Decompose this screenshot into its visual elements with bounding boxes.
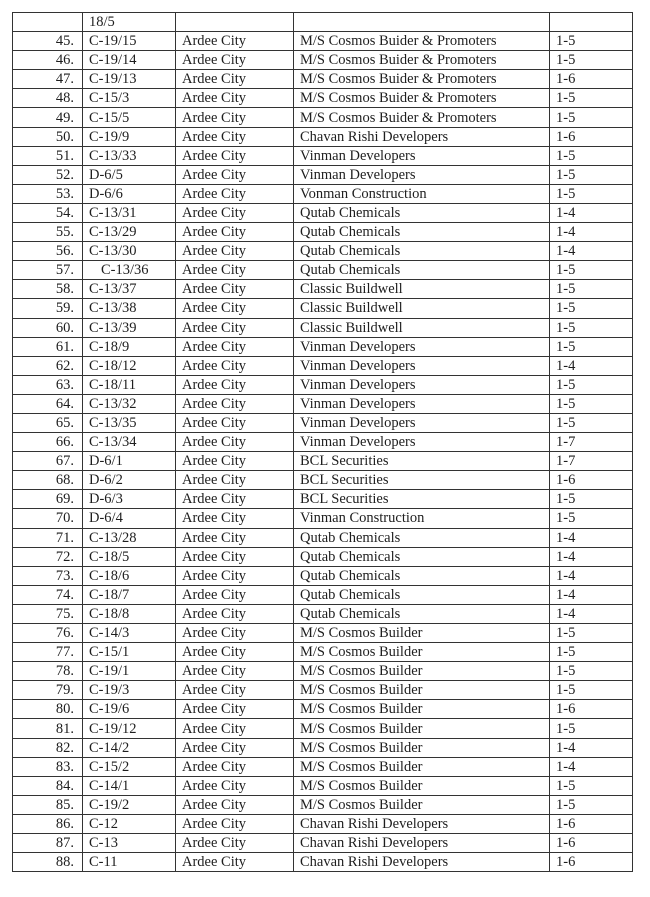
plot-cell: 18/5 <box>83 13 176 32</box>
developer-cell: Chavan Rishi Developers <box>294 834 550 853</box>
serial-cell: 64. <box>13 394 83 413</box>
table-row <box>13 242 633 261</box>
ratio-cell: 1-5 <box>550 624 633 643</box>
plot-cell: C-18/12 <box>83 356 176 375</box>
table-row-continuation <box>13 13 633 32</box>
ratio-cell: 1-4 <box>550 203 633 222</box>
developer-cell: M/S Cosmos Builder <box>294 757 550 776</box>
location-cell: Ardee City <box>176 738 294 757</box>
table-row <box>13 547 633 566</box>
plot-cell: C-12 <box>83 814 176 833</box>
ratio-cell: 1-5 <box>550 280 633 299</box>
developer-cell: Classic Buildwell <box>294 280 550 299</box>
table-row <box>13 108 633 127</box>
location-cell: Ardee City <box>176 681 294 700</box>
table-row <box>13 280 633 299</box>
serial-cell: 75. <box>13 604 83 623</box>
location-cell: Ardee City <box>176 70 294 89</box>
serial-cell <box>13 13 83 32</box>
table-row <box>13 853 633 872</box>
plot-cell: C-19/9 <box>83 127 176 146</box>
developer-cell: Qutab Chemicals <box>294 585 550 604</box>
location-cell: Ardee City <box>176 108 294 127</box>
serial-cell: 57. <box>13 261 83 280</box>
developer-cell: Classic Buildwell <box>294 299 550 318</box>
plot-cell: C-19/2 <box>83 795 176 814</box>
developer-cell: Chavan Rishi Developers <box>294 127 550 146</box>
plot-cell: C-15/3 <box>83 89 176 108</box>
location-cell: Ardee City <box>176 814 294 833</box>
location-cell: Ardee City <box>176 146 294 165</box>
developer-cell <box>294 13 550 32</box>
plot-cell: C-19/13 <box>83 70 176 89</box>
location-cell: Ardee City <box>176 356 294 375</box>
developer-cell: Chavan Rishi Developers <box>294 853 550 872</box>
plot-cell: C-19/3 <box>83 681 176 700</box>
plot-cell: C-13/35 <box>83 413 176 432</box>
table-row <box>13 452 633 471</box>
table-row <box>13 814 633 833</box>
serial-cell: 85. <box>13 795 83 814</box>
developer-cell: M/S Cosmos Buider & Promoters <box>294 70 550 89</box>
table-row <box>13 643 633 662</box>
table-row <box>13 337 633 356</box>
ratio-cell: 1-5 <box>550 643 633 662</box>
table-row <box>13 490 633 509</box>
developer-cell: Vinman Developers <box>294 433 550 452</box>
ratio-cell: 1-4 <box>550 242 633 261</box>
table-row <box>13 203 633 222</box>
ratio-cell: 1-4 <box>550 356 633 375</box>
serial-cell: 59. <box>13 299 83 318</box>
serial-cell: 67. <box>13 452 83 471</box>
table-row <box>13 32 633 51</box>
plot-cell: C-14/2 <box>83 738 176 757</box>
serial-cell: 53. <box>13 184 83 203</box>
developer-cell: M/S Cosmos Builder <box>294 624 550 643</box>
location-cell: Ardee City <box>176 32 294 51</box>
serial-cell: 81. <box>13 719 83 738</box>
location-cell: Ardee City <box>176 127 294 146</box>
serial-cell: 54. <box>13 203 83 222</box>
plot-cell: C-13 <box>83 834 176 853</box>
serial-cell: 63. <box>13 375 83 394</box>
table-row <box>13 433 633 452</box>
location-cell: Ardee City <box>176 89 294 108</box>
ratio-cell: 1-5 <box>550 108 633 127</box>
plot-allotment-table <box>12 12 633 872</box>
ratio-cell: 1-7 <box>550 433 633 452</box>
table-row <box>13 184 633 203</box>
table-row <box>13 146 633 165</box>
location-cell: Ardee City <box>176 413 294 432</box>
location-cell: Ardee City <box>176 433 294 452</box>
table-row <box>13 776 633 795</box>
serial-cell: 87. <box>13 834 83 853</box>
plot-cell: C-19/15 <box>83 32 176 51</box>
plot-cell: C-19/12 <box>83 719 176 738</box>
serial-cell: 66. <box>13 433 83 452</box>
plot-cell: D-6/4 <box>83 509 176 528</box>
location-cell: Ardee City <box>176 585 294 604</box>
location-cell: Ardee City <box>176 509 294 528</box>
developer-cell: Classic Buildwell <box>294 318 550 337</box>
serial-cell: 69. <box>13 490 83 509</box>
ratio-cell: 1-4 <box>550 547 633 566</box>
location-cell: Ardee City <box>176 528 294 547</box>
location-cell: Ardee City <box>176 490 294 509</box>
developer-cell: BCL Securities <box>294 471 550 490</box>
plot-cell: C-18/5 <box>83 547 176 566</box>
serial-cell: 51. <box>13 146 83 165</box>
ratio-cell: 1-4 <box>550 738 633 757</box>
serial-cell: 47. <box>13 70 83 89</box>
table-row <box>13 738 633 757</box>
location-cell: Ardee City <box>176 834 294 853</box>
location-cell: Ardee City <box>176 471 294 490</box>
serial-cell: 46. <box>13 51 83 70</box>
developer-cell: M/S Cosmos Buider & Promoters <box>294 89 550 108</box>
ratio-cell: 1-5 <box>550 776 633 795</box>
developer-cell: M/S Cosmos Builder <box>294 738 550 757</box>
developer-cell: Vinman Developers <box>294 356 550 375</box>
location-cell: Ardee City <box>176 853 294 872</box>
ratio-cell: 1-4 <box>550 604 633 623</box>
location-cell: Ardee City <box>176 203 294 222</box>
table-row <box>13 528 633 547</box>
developer-cell: Vonman Construction <box>294 184 550 203</box>
ratio-cell: 1-5 <box>550 146 633 165</box>
location-cell: Ardee City <box>176 662 294 681</box>
serial-cell: 78. <box>13 662 83 681</box>
table-row <box>13 375 633 394</box>
location-cell: Ardee City <box>176 604 294 623</box>
serial-cell: 55. <box>13 223 83 242</box>
ratio-cell: 1-5 <box>550 261 633 280</box>
table-row <box>13 223 633 242</box>
plot-cell: D-6/6 <box>83 184 176 203</box>
serial-cell: 49. <box>13 108 83 127</box>
ratio-cell: 1-6 <box>550 471 633 490</box>
ratio-cell: 1-5 <box>550 184 633 203</box>
developer-cell: Vinman Developers <box>294 337 550 356</box>
serial-cell: 80. <box>13 700 83 719</box>
ratio-cell: 1-5 <box>550 375 633 394</box>
table-row <box>13 719 633 738</box>
plot-cell: C-14/3 <box>83 624 176 643</box>
ratio-cell: 1-4 <box>550 528 633 547</box>
ratio-cell <box>550 13 633 32</box>
location-cell <box>176 13 294 32</box>
plot-cell: C-13/31 <box>83 203 176 222</box>
plot-cell: C-13/34 <box>83 433 176 452</box>
developer-cell: Vinman Developers <box>294 413 550 432</box>
developer-cell: Vinman Developers <box>294 375 550 394</box>
serial-cell: 45. <box>13 32 83 51</box>
serial-cell: 71. <box>13 528 83 547</box>
plot-cell: C-19/6 <box>83 700 176 719</box>
serial-cell: 88. <box>13 853 83 872</box>
developer-cell: Vinman Construction <box>294 509 550 528</box>
developer-cell: M/S Cosmos Builder <box>294 776 550 795</box>
ratio-cell: 1-4 <box>550 585 633 604</box>
plot-cell: C-13/33 <box>83 146 176 165</box>
table-row <box>13 165 633 184</box>
location-cell: Ardee City <box>176 547 294 566</box>
serial-cell: 72. <box>13 547 83 566</box>
ratio-cell: 1-5 <box>550 89 633 108</box>
ratio-cell: 1-5 <box>550 394 633 413</box>
serial-cell: 79. <box>13 681 83 700</box>
location-cell: Ardee City <box>176 184 294 203</box>
developer-cell: Qutab Chemicals <box>294 528 550 547</box>
table-row <box>13 700 633 719</box>
plot-cell: D-6/2 <box>83 471 176 490</box>
table-row <box>13 662 633 681</box>
ratio-cell: 1-5 <box>550 795 633 814</box>
table-row <box>13 261 633 280</box>
ratio-cell: 1-5 <box>550 490 633 509</box>
developer-cell: M/S Cosmos Builder <box>294 719 550 738</box>
serial-cell: 70. <box>13 509 83 528</box>
developer-cell: M/S Cosmos Builder <box>294 662 550 681</box>
developer-cell: BCL Securities <box>294 452 550 471</box>
plot-cell: C-13/39 <box>83 318 176 337</box>
developer-cell: M/S Cosmos Buider & Promoters <box>294 51 550 70</box>
table-row <box>13 356 633 375</box>
table-row <box>13 471 633 490</box>
ratio-cell: 1-5 <box>550 165 633 184</box>
plot-cell: C-15/2 <box>83 757 176 776</box>
developer-cell: Vinman Developers <box>294 394 550 413</box>
plot-cell: C-15/5 <box>83 108 176 127</box>
plot-cell: C-18/6 <box>83 566 176 585</box>
ratio-cell: 1-5 <box>550 413 633 432</box>
plot-cell: C-18/7 <box>83 585 176 604</box>
location-cell: Ardee City <box>176 261 294 280</box>
serial-cell: 84. <box>13 776 83 795</box>
location-cell: Ardee City <box>176 452 294 471</box>
plot-cell: C-13/38 <box>83 299 176 318</box>
ratio-cell: 1-5 <box>550 337 633 356</box>
developer-cell: M/S Cosmos Builder <box>294 681 550 700</box>
plot-cell: D-6/3 <box>83 490 176 509</box>
table-row <box>13 604 633 623</box>
ratio-cell: 1-4 <box>550 223 633 242</box>
developer-cell: Qutab Chemicals <box>294 203 550 222</box>
ratio-cell: 1-5 <box>550 719 633 738</box>
table-row <box>13 318 633 337</box>
developer-cell: M/S Cosmos Builder <box>294 795 550 814</box>
serial-cell: 50. <box>13 127 83 146</box>
table-row <box>13 566 633 585</box>
ratio-cell: 1-6 <box>550 853 633 872</box>
plot-cell: C-13/32 <box>83 394 176 413</box>
ratio-cell: 1-5 <box>550 681 633 700</box>
serial-cell: 73. <box>13 566 83 585</box>
developer-cell: Qutab Chemicals <box>294 223 550 242</box>
developer-cell: M/S Cosmos Builder <box>294 643 550 662</box>
table-body <box>13 13 633 872</box>
location-cell: Ardee City <box>176 719 294 738</box>
table-row <box>13 681 633 700</box>
ratio-cell: 1-7 <box>550 452 633 471</box>
plot-cell: C-13/37 <box>83 280 176 299</box>
location-cell: Ardee City <box>176 776 294 795</box>
developer-cell: Qutab Chemicals <box>294 261 550 280</box>
ratio-cell: 1-4 <box>550 566 633 585</box>
plot-cell: C-14/1 <box>83 776 176 795</box>
developer-cell: BCL Securities <box>294 490 550 509</box>
serial-cell: 62. <box>13 356 83 375</box>
developer-cell: Qutab Chemicals <box>294 547 550 566</box>
table-row <box>13 70 633 89</box>
ratio-cell: 1-5 <box>550 662 633 681</box>
location-cell: Ardee City <box>176 566 294 585</box>
serial-cell: 76. <box>13 624 83 643</box>
location-cell: Ardee City <box>176 795 294 814</box>
ratio-cell: 1-5 <box>550 51 633 70</box>
ratio-cell: 1-4 <box>550 757 633 776</box>
serial-cell: 58. <box>13 280 83 299</box>
plot-cell: C-18/11 <box>83 375 176 394</box>
serial-cell: 60. <box>13 318 83 337</box>
location-cell: Ardee City <box>176 51 294 70</box>
location-cell: Ardee City <box>176 624 294 643</box>
location-cell: Ardee City <box>176 643 294 662</box>
serial-cell: 86. <box>13 814 83 833</box>
location-cell: Ardee City <box>176 757 294 776</box>
developer-cell: Qutab Chemicals <box>294 566 550 585</box>
developer-cell: Vinman Developers <box>294 165 550 184</box>
table-row <box>13 585 633 604</box>
location-cell: Ardee City <box>176 318 294 337</box>
ratio-cell: 1-5 <box>550 318 633 337</box>
table-row <box>13 834 633 853</box>
ratio-cell: 1-6 <box>550 70 633 89</box>
serial-cell: 65. <box>13 413 83 432</box>
serial-cell: 83. <box>13 757 83 776</box>
plot-cell: C-13/36 <box>83 261 176 280</box>
location-cell: Ardee City <box>176 280 294 299</box>
table-row <box>13 299 633 318</box>
table-row <box>13 394 633 413</box>
plot-cell: C-18/8 <box>83 604 176 623</box>
developer-cell: Chavan Rishi Developers <box>294 814 550 833</box>
serial-cell: 77. <box>13 643 83 662</box>
serial-cell: 48. <box>13 89 83 108</box>
location-cell: Ardee City <box>176 700 294 719</box>
developer-cell: Qutab Chemicals <box>294 242 550 261</box>
developer-cell: M/S Cosmos Buider & Promoters <box>294 32 550 51</box>
location-cell: Ardee City <box>176 394 294 413</box>
ratio-cell: 1-5 <box>550 299 633 318</box>
location-cell: Ardee City <box>176 299 294 318</box>
developer-cell: M/S Cosmos Builder <box>294 700 550 719</box>
location-cell: Ardee City <box>176 223 294 242</box>
ratio-cell: 1-6 <box>550 814 633 833</box>
plot-cell: C-19/14 <box>83 51 176 70</box>
serial-cell: 82. <box>13 738 83 757</box>
location-cell: Ardee City <box>176 242 294 261</box>
table-row <box>13 795 633 814</box>
serial-cell: 56. <box>13 242 83 261</box>
table-row <box>13 624 633 643</box>
plot-cell: D-6/5 <box>83 165 176 184</box>
table-row <box>13 127 633 146</box>
plot-cell: C-13/30 <box>83 242 176 261</box>
developer-cell: M/S Cosmos Buider & Promoters <box>294 108 550 127</box>
plot-cell: C-19/1 <box>83 662 176 681</box>
location-cell: Ardee City <box>176 337 294 356</box>
developer-cell: Qutab Chemicals <box>294 604 550 623</box>
plot-cell: C-18/9 <box>83 337 176 356</box>
table-row <box>13 89 633 108</box>
table-row <box>13 413 633 432</box>
developer-cell: Vinman Developers <box>294 146 550 165</box>
plot-cell: C-15/1 <box>83 643 176 662</box>
plot-cell: C-13/28 <box>83 528 176 547</box>
table-row <box>13 757 633 776</box>
serial-cell: 52. <box>13 165 83 184</box>
table-row <box>13 51 633 70</box>
ratio-cell: 1-6 <box>550 127 633 146</box>
serial-cell: 68. <box>13 471 83 490</box>
ratio-cell: 1-5 <box>550 32 633 51</box>
serial-cell: 74. <box>13 585 83 604</box>
table-row <box>13 509 633 528</box>
plot-cell: D-6/1 <box>83 452 176 471</box>
ratio-cell: 1-6 <box>550 700 633 719</box>
ratio-cell: 1-5 <box>550 509 633 528</box>
serial-cell: 61. <box>13 337 83 356</box>
ratio-cell: 1-6 <box>550 834 633 853</box>
location-cell: Ardee City <box>176 375 294 394</box>
location-cell: Ardee City <box>176 165 294 184</box>
plot-cell: C-11 <box>83 853 176 872</box>
plot-cell: C-13/29 <box>83 223 176 242</box>
